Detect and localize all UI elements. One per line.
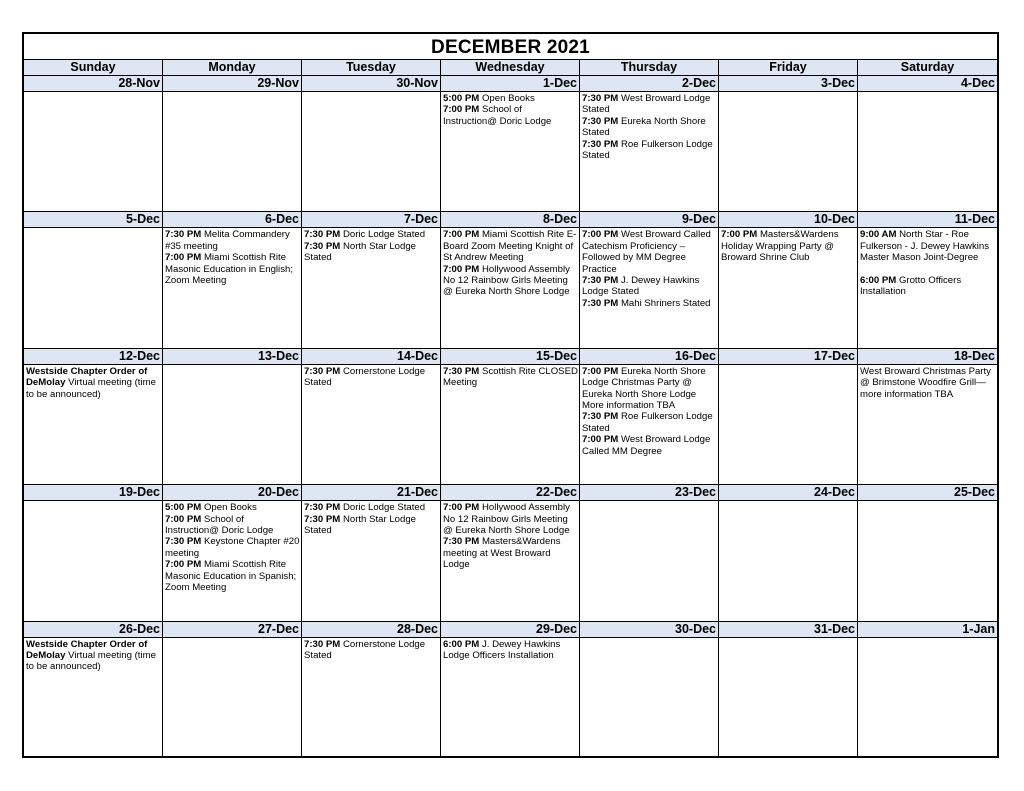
day-header-thursday: Thursday bbox=[580, 60, 719, 75]
event-time: 7:30 PM bbox=[304, 513, 341, 525]
date-label: 23-Dec bbox=[580, 485, 718, 501]
date-label: 31-Dec bbox=[719, 622, 857, 638]
date-label: 30-Dec bbox=[580, 622, 718, 638]
event-list bbox=[858, 638, 997, 639]
event-time: 7:30 PM bbox=[582, 93, 619, 104]
day-cell bbox=[302, 349, 441, 484]
event-list bbox=[580, 228, 718, 309]
day-cell bbox=[163, 622, 302, 757]
event-description: Doric Lodge Stated bbox=[342, 502, 426, 514]
event-time: 7:30 PM bbox=[582, 297, 619, 309]
event-time: 7:00 PM bbox=[165, 252, 202, 264]
calendar-event bbox=[582, 229, 717, 275]
event-time: 7:30 PM bbox=[582, 115, 619, 127]
event-time: 7:30 PM bbox=[443, 365, 480, 377]
day-cell bbox=[719, 349, 858, 484]
event-time: 7:30 PM bbox=[443, 536, 480, 548]
event-list bbox=[302, 92, 440, 93]
event-description: Westside Chapter Order of DeMolay bbox=[26, 638, 148, 662]
event-list bbox=[441, 501, 579, 570]
day-header-monday: Monday bbox=[163, 60, 302, 75]
event-description: West Broward Christmas Party @ Brimstone Woodfire Grill—more information TBA bbox=[860, 365, 991, 400]
event-list bbox=[441, 228, 579, 297]
event-list bbox=[163, 638, 301, 639]
date-label: 29-Nov bbox=[163, 76, 301, 92]
calendar-event bbox=[582, 434, 717, 457]
day-cell bbox=[580, 349, 719, 484]
date-label: 27-Dec bbox=[163, 622, 301, 638]
date-label: 8-Dec bbox=[441, 212, 579, 228]
calendar-event bbox=[165, 252, 300, 286]
date-label: 18-Dec bbox=[858, 349, 997, 365]
event-list bbox=[24, 92, 162, 93]
date-label: 30-Nov bbox=[302, 76, 440, 92]
event-description: Open Books bbox=[481, 93, 535, 104]
calendar-event bbox=[443, 639, 578, 662]
event-list bbox=[163, 92, 301, 93]
week-row bbox=[24, 622, 997, 757]
calendar bbox=[22, 32, 999, 758]
event-time: 7:00 PM bbox=[582, 434, 619, 446]
date-label: 2-Dec bbox=[580, 76, 718, 92]
event-list bbox=[858, 365, 997, 400]
calendar-event bbox=[165, 536, 300, 559]
event-description: Eureka North Shore Stated bbox=[582, 115, 706, 139]
calendar-event bbox=[165, 559, 300, 593]
event-list bbox=[580, 365, 718, 457]
event-time: 7:00 PM bbox=[443, 502, 480, 514]
calendar-event bbox=[860, 229, 996, 263]
event-list bbox=[24, 638, 162, 673]
event-time: 7:30 PM bbox=[304, 240, 341, 252]
calendar-event bbox=[860, 275, 996, 298]
week-row bbox=[24, 349, 997, 485]
event-time: 7:30 PM bbox=[582, 275, 619, 287]
day-cell bbox=[302, 76, 441, 211]
event-time: 7:00 PM bbox=[443, 263, 480, 275]
day-header-saturday: Saturday bbox=[858, 60, 997, 75]
day-cell bbox=[580, 622, 719, 757]
day-cell bbox=[580, 485, 719, 620]
date-label: 26-Dec bbox=[24, 622, 162, 638]
day-cell bbox=[24, 485, 163, 620]
date-label: 5-Dec bbox=[24, 212, 162, 228]
date-label: 3-Dec bbox=[719, 76, 857, 92]
event-description: Eureka North Shore Lodge Christmas Party @ Eureka North Shore Lodge More information TBA bbox=[582, 365, 706, 412]
event-description: Westside Chapter Order of DeMolay bbox=[26, 365, 148, 389]
event-description: J. Dewey Hawkins Lodge Stated bbox=[582, 275, 700, 298]
event-time: 7:00 PM bbox=[443, 104, 480, 116]
week-row bbox=[24, 212, 997, 348]
day-cell bbox=[24, 76, 163, 211]
day-header-tuesday: Tuesday bbox=[302, 60, 441, 75]
calendar-event bbox=[304, 229, 439, 240]
event-description: Roe Fulkerson Lodge Stated bbox=[582, 138, 713, 162]
date-label: 28-Dec bbox=[302, 622, 440, 638]
event-description: Miami Scottish Rite Masonic Education in Spanish; Zoom Meeting bbox=[165, 559, 297, 594]
date-label: 13-Dec bbox=[163, 349, 301, 365]
event-list bbox=[163, 501, 301, 593]
date-label: 11-Dec bbox=[858, 212, 997, 228]
event-list bbox=[719, 365, 857, 366]
event-time: 9:00 AM bbox=[860, 229, 897, 241]
day-cell bbox=[163, 212, 302, 347]
calendar-event bbox=[860, 366, 996, 400]
date-label: 9-Dec bbox=[580, 212, 718, 228]
event-list bbox=[858, 501, 997, 502]
calendar-event bbox=[165, 229, 300, 252]
day-cell bbox=[163, 349, 302, 484]
event-time: 7:00 PM bbox=[165, 559, 202, 571]
event-time: 7:30 PM bbox=[304, 229, 341, 241]
calendar-event bbox=[582, 116, 717, 139]
date-label: 7-Dec bbox=[302, 212, 440, 228]
event-description: Hollywood Assembly No 12 Rainbow Girls Meeting @ Eureka North Shore Lodge bbox=[443, 263, 570, 298]
weeks-container bbox=[24, 76, 997, 757]
calendar-event bbox=[304, 514, 439, 537]
date-label: 22-Dec bbox=[441, 485, 579, 501]
calendar-event bbox=[443, 502, 578, 536]
day-cell bbox=[580, 76, 719, 211]
calendar-event bbox=[721, 229, 856, 263]
event-description: Masters&Wardens Holiday Wrapping Party @ Broward Shrine Club bbox=[721, 229, 839, 264]
event-list bbox=[302, 228, 440, 263]
event-description: School of Instruction@ Doric Lodge bbox=[165, 513, 274, 537]
event-time: 7:30 PM bbox=[582, 411, 619, 423]
event-list bbox=[719, 92, 857, 93]
event-list bbox=[441, 92, 579, 127]
event-time: 7:00 PM bbox=[721, 229, 758, 241]
event-list bbox=[441, 365, 579, 389]
event-time: 5:00 PM bbox=[165, 502, 202, 514]
date-label: 15-Dec bbox=[441, 349, 579, 365]
calendar-event bbox=[304, 366, 439, 389]
event-description: West Broward Called Catechism Proficiency –Followed by MM Degree Practice bbox=[582, 229, 711, 275]
event-description: Open Books bbox=[203, 502, 257, 514]
event-list bbox=[302, 501, 440, 536]
day-cell bbox=[719, 485, 858, 620]
calendar-event bbox=[443, 366, 578, 389]
event-description: Cornerstone Lodge Stated bbox=[304, 365, 426, 389]
calendar-event bbox=[304, 502, 439, 513]
day-header-row bbox=[24, 60, 997, 76]
event-time: 6:00 PM bbox=[860, 274, 897, 286]
date-label: 24-Dec bbox=[719, 485, 857, 501]
day-cell bbox=[163, 76, 302, 211]
date-label: 14-Dec bbox=[302, 349, 440, 365]
calendar-event bbox=[443, 104, 578, 127]
day-cell bbox=[441, 212, 580, 347]
event-description: Doric Lodge Stated bbox=[342, 229, 426, 241]
week-row bbox=[24, 76, 997, 212]
event-time: 7:30 PM bbox=[165, 536, 202, 548]
date-label: 16-Dec bbox=[580, 349, 718, 365]
date-label: 28-Nov bbox=[24, 76, 162, 92]
event-time: 7:00 PM bbox=[582, 365, 619, 377]
event-list bbox=[580, 638, 718, 639]
event-list bbox=[302, 638, 440, 662]
date-label: 4-Dec bbox=[858, 76, 997, 92]
day-cell bbox=[441, 485, 580, 620]
event-time: 7:00 PM bbox=[582, 229, 619, 241]
calendar-event bbox=[582, 93, 717, 116]
event-description: Grotto Officers Installation bbox=[860, 274, 962, 298]
event-description: West Broward Lodge Called MM Degree bbox=[582, 434, 711, 457]
event-description: Hollywood Assembly No 12 Rainbow Girls Meeting @ Eureka North Shore Lodge bbox=[443, 502, 570, 537]
day-cell bbox=[858, 622, 997, 757]
calendar-event bbox=[582, 298, 717, 309]
day-cell bbox=[163, 485, 302, 620]
day-cell bbox=[441, 76, 580, 211]
event-time: 7:00 PM bbox=[165, 513, 202, 525]
event-list bbox=[24, 228, 162, 229]
day-cell bbox=[302, 212, 441, 347]
day-cell bbox=[441, 622, 580, 757]
event-description: Roe Fulkerson Lodge Stated bbox=[582, 411, 713, 434]
event-description: Miami Scottish Rite Masonic Education in English; Zoom Meeting bbox=[165, 252, 293, 287]
event-time: 7:30 PM bbox=[304, 502, 341, 514]
event-description: Mahi Shriners Stated bbox=[620, 297, 711, 309]
event-description: School of Instruction@ Doric Lodge bbox=[443, 104, 552, 127]
event-description: North Star Lodge Stated bbox=[304, 513, 417, 537]
calendar-event bbox=[582, 411, 717, 434]
event-list bbox=[719, 501, 857, 502]
week-row bbox=[24, 485, 997, 621]
event-description: North Star Lodge Stated bbox=[304, 240, 417, 264]
day-cell bbox=[24, 349, 163, 484]
calendar-event bbox=[26, 639, 161, 673]
calendar-event bbox=[443, 229, 578, 263]
day-cell bbox=[719, 76, 858, 211]
day-cell bbox=[719, 212, 858, 347]
date-label: 29-Dec bbox=[441, 622, 579, 638]
calendar-event bbox=[582, 275, 717, 298]
date-label: 1-Dec bbox=[441, 76, 579, 92]
event-list bbox=[719, 638, 857, 639]
event-list bbox=[580, 501, 718, 502]
date-label: 20-Dec bbox=[163, 485, 301, 501]
calendar-event bbox=[304, 241, 439, 264]
event-list bbox=[580, 92, 718, 161]
event-description: North Star - Roe Fulkerson - J. Dewey Hawkins Master Mason Joint-Degree bbox=[860, 229, 990, 264]
event-time: 7:00 PM bbox=[443, 229, 480, 241]
calendar-event bbox=[443, 264, 578, 298]
day-cell bbox=[858, 212, 997, 347]
day-header-wednesday: Wednesday bbox=[441, 60, 580, 75]
event-description-detail: Virtual meeting (time to be announced) bbox=[26, 377, 156, 400]
event-list bbox=[858, 228, 997, 297]
event-description: Masters&Wardens meeting at West Broward Lodge bbox=[443, 536, 561, 571]
event-list bbox=[24, 501, 162, 502]
day-cell bbox=[858, 349, 997, 484]
day-cell bbox=[719, 622, 858, 757]
day-cell bbox=[302, 485, 441, 620]
date-label: 10-Dec bbox=[719, 212, 857, 228]
event-time: 7:30 PM bbox=[165, 229, 202, 241]
date-label: 21-Dec bbox=[302, 485, 440, 501]
event-description-detail: Virtual meeting (time to be announced) bbox=[26, 650, 156, 673]
date-label: 17-Dec bbox=[719, 349, 857, 365]
date-label: 6-Dec bbox=[163, 212, 301, 228]
date-label: 12-Dec bbox=[24, 349, 162, 365]
date-label: 25-Dec bbox=[858, 485, 997, 501]
event-time: 7:30 PM bbox=[304, 365, 341, 377]
calendar-event bbox=[582, 366, 717, 412]
event-description: Scottish Rite CLOSED Meeting bbox=[443, 365, 578, 389]
date-label: 1-Jan bbox=[858, 622, 997, 638]
event-description: Keystone Chapter #20 meeting bbox=[165, 536, 300, 559]
event-list bbox=[719, 228, 857, 263]
calendar-event bbox=[165, 514, 300, 537]
event-list bbox=[163, 365, 301, 366]
day-header-sunday: Sunday bbox=[24, 60, 163, 75]
event-time: 6:00 PM bbox=[443, 638, 480, 650]
date-label: 19-Dec bbox=[24, 485, 162, 501]
calendar-event bbox=[443, 93, 578, 104]
day-cell bbox=[858, 76, 997, 211]
calendar-event bbox=[165, 502, 300, 513]
calendar-event bbox=[582, 139, 717, 162]
event-description: Miami Scottish Rite E-Board Zoom Meeting Knight of St Andrew Meeting bbox=[443, 229, 577, 264]
day-cell bbox=[580, 212, 719, 347]
calendar-event bbox=[304, 639, 439, 662]
calendar-title: DECEMBER 2021 bbox=[24, 34, 997, 60]
day-cell bbox=[302, 622, 441, 757]
day-cell bbox=[24, 622, 163, 757]
calendar-event bbox=[443, 536, 578, 570]
event-list bbox=[441, 638, 579, 662]
event-time: 7:30 PM bbox=[304, 638, 341, 650]
event-list bbox=[163, 228, 301, 286]
day-header-friday: Friday bbox=[719, 60, 858, 75]
event-list bbox=[302, 365, 440, 389]
event-description: Melita Commandery #35 meeting bbox=[165, 229, 290, 252]
event-time: 7:30 PM bbox=[582, 138, 619, 150]
calendar-event bbox=[26, 366, 161, 400]
event-description: J. Dewey Hawkins Lodge Officers Installation bbox=[443, 638, 561, 662]
event-time: 5:00 PM bbox=[443, 93, 480, 104]
event-list bbox=[24, 365, 162, 400]
event-description: West Broward Lodge Stated bbox=[582, 93, 711, 116]
day-cell bbox=[858, 485, 997, 620]
event-list bbox=[858, 92, 997, 93]
day-cell bbox=[441, 349, 580, 484]
day-cell bbox=[24, 212, 163, 347]
event-description: Cornerstone Lodge Stated bbox=[304, 638, 426, 662]
